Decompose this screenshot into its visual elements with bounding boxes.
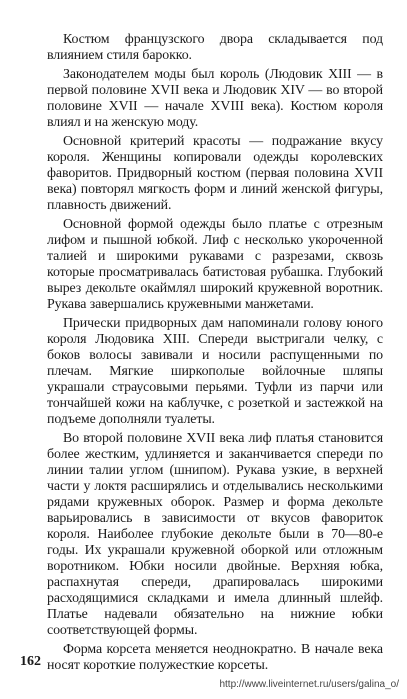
paragraph-corset: Форма корсета меняется неоднократно. В начале века носят короткие полужесткие корсеты.	[47, 642, 383, 673]
paragraph-dress-form: Основной формой одежды было платье с отрезным лифом и пышной юбкой. Лиф с несколько укороченной талией и широкими рукавами с разрезами, сквозь которые просматривалась батистовая рубашка. Глубокий вырез декольте окаймлял широкий кружевной воротник. Рукава завершались кружевными манжетами.	[47, 217, 383, 312]
paragraph-second-half-century: Во второй половине XVII века лиф платья становится более жестким, удлиняется и заканчивается спереди по линии талии углом (шнипом). Рукава узкие, в верхней части у локтя расширялись и отделывались несколькими рядами кружевных оборок. Размер и форма декольте варьировались в зависимости от вкусов фавориток короля. Наиболее глубокие декольте были в 70—80-е годы. Их украшали кружевной оборкой или отложным воротником. Юбки носили двойные. Верхняя юбка, распахнутая спереди, драпировалась широкими расходящимися складками и имела длинный шлейф. Платье надевали обязательно на нижние юбки соответствующей формы.	[47, 431, 383, 638]
paragraph-fashion-legislator: Законодателем моды был король (Людовик XIII — в первой половине XVII века и Людовик XIV — во второй половине XVII — начале XVIII века). Костюм короля влиял и на женскую моду.	[47, 67, 383, 130]
page-number: 162	[20, 654, 41, 669]
paragraph-beauty-criterion: Основной критерий красоты — подражание вкусу короля. Женщины копировали одежды королевских фаворитов. Придворный костюм (первая половина XVII века) повторял мягкость форм и линий женской фигуры, плавность движений.	[47, 134, 383, 213]
paragraph-hairstyles: Прически придворных дам напоминали голову юного короля Людовика XIII. Спереди выстригали челку, с боков волосы завивали и носили распущенными по плечам. Мягкие ширкополые войлочные шляпы украшали страусовыми перьями. Туфли из парчи или тончайшей кожи на каблучке, с розеткой и застежкой на подъеме дополняли туалеты.	[47, 316, 383, 427]
body-text	[47, 32, 383, 677]
paragraph-baroque-influence: Костюм французского двора складывается под влиянием стиля барокко.	[47, 32, 383, 63]
watermark-url: http://www.liveinternet.ru/users/galina_o/	[219, 679, 399, 690]
